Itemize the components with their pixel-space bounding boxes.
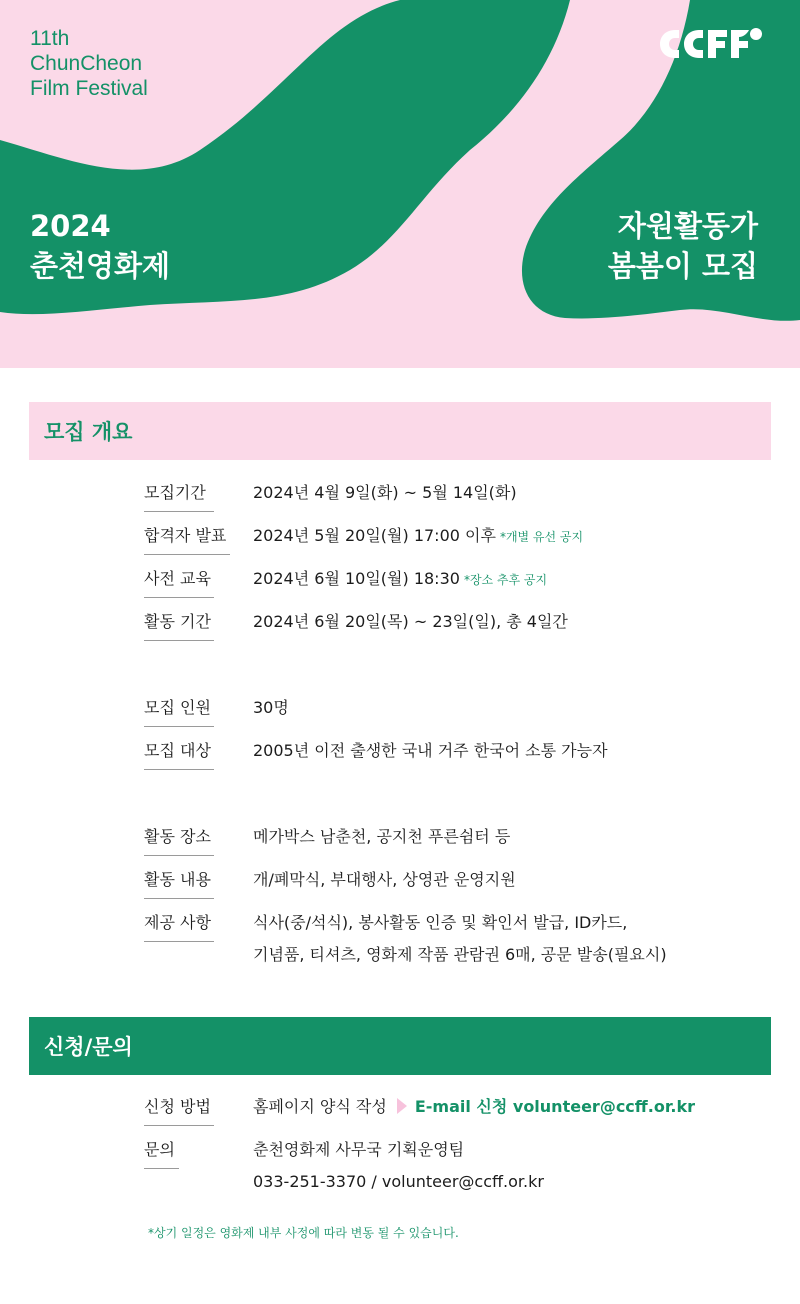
row-label: 합격자 발표: [144, 524, 230, 555]
row-value: 개/폐막식, 부대행사, 상영관 운영지원: [253, 870, 516, 889]
schedule-footnote: *상기 일정은 영화제 내부 사정에 따라 변동 될 수 있습니다.: [148, 1226, 459, 1240]
row-value-line1: 식사(중/석식), 봉사활동 인증 및 확인서 발급, ID카드,: [253, 913, 628, 932]
row-value: 2024년 6월 10일(월) 18:30: [253, 569, 460, 588]
ccff-logo: [657, 24, 767, 64]
row-label: 활동 장소: [144, 825, 214, 856]
row-value: 2024년 4월 9일(화) ~ 5월 14일(화): [253, 483, 517, 502]
hero-festival-korean: 춘천영화제: [30, 249, 171, 283]
row-label: 사전 교육: [144, 567, 214, 598]
hero-recruit-line1: 자원활동가: [617, 209, 758, 243]
contact-team: 춘천영화제 사무국 기획운영팀: [253, 1140, 465, 1159]
row-value-line2: 기념품, 티셔츠, 영화제 작품 관람권 6매, 공문 발송(필요시): [253, 945, 667, 964]
row-label: 모집기간: [144, 481, 214, 512]
row-label: 모집 인원: [144, 696, 214, 727]
hero-banner: [0, 0, 800, 368]
row-label: 신청 방법: [144, 1095, 214, 1126]
contact-phone-email: 033-251-3370 / volunteer@ccff.or.kr: [253, 1172, 544, 1191]
overview-heading: 모집 개요: [29, 402, 771, 460]
hero-recruit-line2: 봄봄이 모집: [607, 249, 758, 283]
row-label: 문의: [144, 1138, 179, 1169]
row-value: 30명: [253, 698, 289, 717]
row-label: 제공 사항: [144, 911, 214, 942]
hero-title-right: [608, 206, 758, 286]
festival-city: ChunCheon: [30, 52, 143, 75]
festival-type: Film Festival: [30, 77, 148, 100]
row-label: 활동 내용: [144, 868, 214, 899]
row-note: *개별 유선 공지: [499, 530, 584, 544]
row-note: *장소 추후 공지: [463, 573, 548, 587]
festival-edition: 11th: [30, 27, 70, 50]
triangle-arrow-icon: [397, 1098, 407, 1114]
apply-method-value: 홈페이지 양식 작성: [253, 1097, 387, 1116]
row-value: 2024년 6월 20일(목) ~ 23일(일), 총 4일간: [253, 612, 568, 631]
apply-heading: 신청/문의: [29, 1017, 771, 1075]
apply-email-link[interactable]: E-mail 신청 volunteer@ccff.or.kr: [414, 1097, 696, 1116]
festival-name: [30, 26, 148, 101]
row-value: 2005년 이전 출생한 국내 거주 한국어 소통 가능자: [253, 741, 608, 760]
row-value: 2024년 5월 20일(월) 17:00 이후: [253, 526, 496, 545]
hero-title-left: [30, 206, 170, 286]
row-label: 활동 기간: [144, 610, 214, 641]
row-label: 모집 대상: [144, 739, 214, 770]
row-value: 메가박스 남춘천, 공지천 푸른쉼터 등: [253, 827, 511, 846]
hero-year: 2024: [30, 209, 111, 243]
